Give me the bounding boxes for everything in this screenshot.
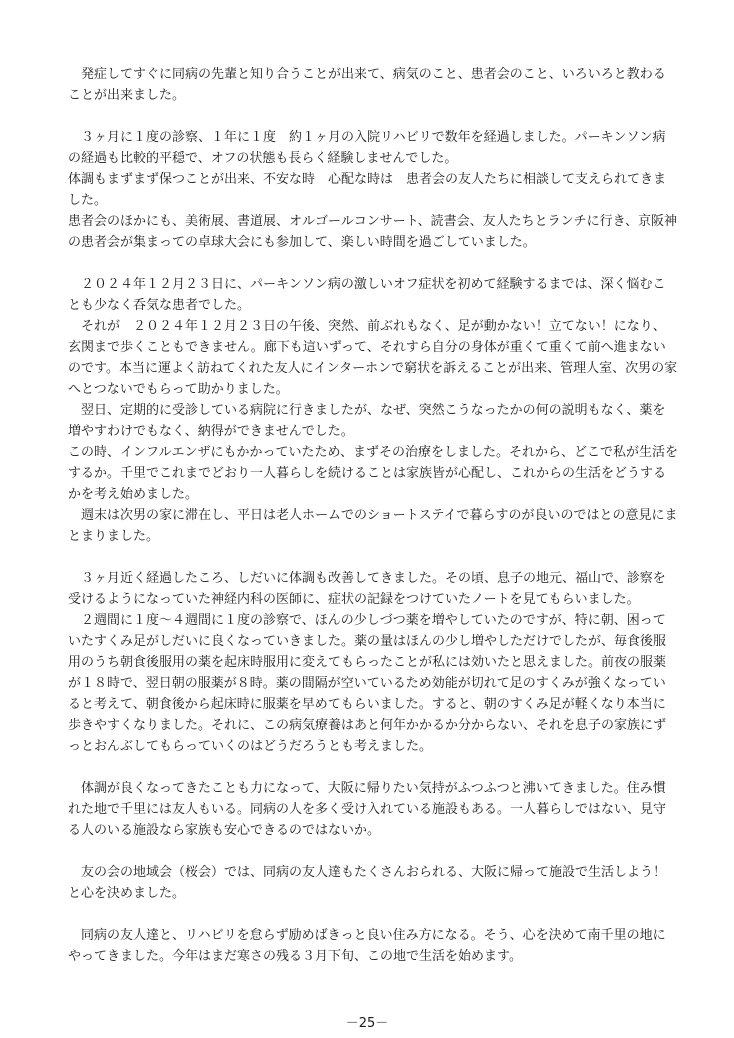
paragraph: この時、インフルエンザにもかかっていたため、まずその治療をしました。それから、どこで私が生活をするか。千里でこれまでどおり一人暮らしを続けることは家族皆が心配し、これからの生活をどうするかを考え始めました。 [68,445,678,502]
paragraph: ３ヶ月に１度の診察、１年に１度 約１ヶ月の入院リハビリで数年を経過しました。パーキンソン病の経過も比較的平穏で、オフの状態も長らく経験しませんでした。 [68,130,666,166]
paragraph: 体調もまずまず保つことが出来、不安な時 心配な時は 患者会の友人たちに相談して支えられてきました。 [68,172,667,208]
paragraph: 発症してすぐに同病の先輩と知り合うことが出来て、病気のこと、患者会のこと、いろいろと教わることが出来ました。 [68,67,666,103]
paragraph-spacer [68,547,678,568]
paragraph-spacer [68,757,678,778]
paragraph: 週末は次男の家に滞在し、平日は老人ホームでのショートステイで暮らすのが良いのではとの意見にまとまりました。 [68,508,678,544]
paragraph: 患者会のほかにも、美術展、書道展、オルゴールコンサート、読書会、友人たちとランチに行き、京阪神の患者会が集まっての卓球大会にも参加して、楽しい時間を過ごしていました。 [68,214,678,250]
paragraph: ２０２４年１２月２３日に、パーキンソン病の激しいオフ症状を初めて経験するまでは、深く悩むことも少なく呑気な患者でした。 [68,277,666,313]
paragraph: 同病の友人達と、リハビリを怠らず励めばきっと良い住み方になる。そう、心を決めて南千里の地にやってきました。今年はまだ寒さの残る３月下旬、この地で生活を始めます。 [68,928,666,964]
body-text [68,64,678,967]
paragraph: 翌日、定期的に受診している病院に行きましたが、なぜ、突然こうなったかの何の説明もなく、薬を増やすわけでもなく、納得ができませんでした。 [68,403,666,439]
paragraph-spacer [68,106,678,127]
paragraph: それが ２０２４年１２月２３日の午後、突然、前ぶれもなく、足が動かない！立てない！になり、玄関まで歩くこともできません。廊下も這いずって、それすら自分の身体が重くて重くて前へ進まないのです。本当に運よく訪ねてくれた友人にインターホンで窮状を訴えることが出来、管理人室、次男の家へとつないでもらって助かりました。 [68,319,678,397]
paragraph: ３ヶ月近く経過したころ、しだいに体調も改善してきました。その頃、息子の地元、福山で、診察を受けるようになっていた神経内科の医師に、症状の記録をつけていたノートを見てもらいました。 [68,571,666,607]
page-number: －25－ [345,1016,389,1031]
paragraph: 体調が良くなってきたことも力になって、大阪に帰りたい気持がふつふつと沸いてきました。住み慣れた地で千里には友人もいる。同病の人を多く受け入れている施設もある。一人暮らしではない、見守る人のいる施設なら家族も安心できるのではないか。 [68,781,667,838]
paragraph: ２週間に１度～４週間に１度の診察で、ほんの少しづつ薬を増やしていたのですが、特に朝、困っていたすくみ足がしだいに良くなっていきました。薬の量はほんの少し増やしただけでしたが、毎食後服用のうち朝食後服用の薬を起床時服用に変えてもらったことが私には効いたと思えました。前夜の服薬が１８時で、翌日朝の服薬が８時。薬の間隔が空いているため効能が切れて足のすくみが強くなっていると考えて、朝食後から起床時に服薬を早めてもらいました。すると、朝のすくみ足が軽くなり本当に歩きやすくなりました。それに、この病気療養はあと何年かかるか分からない、それを息子の家族にずっとおんぶしてもらっていくのはどうだろうとも考えました。 [68,613,667,754]
paragraph-spacer [68,253,678,274]
paragraph: 友の会の地域会（桜会）では、同病の友人達もたくさんおられる、大阪に帰って施設で生活しよう！ と心を決めました。 [68,865,680,901]
paragraph-spacer [68,841,678,862]
paragraph-spacer [68,904,678,925]
